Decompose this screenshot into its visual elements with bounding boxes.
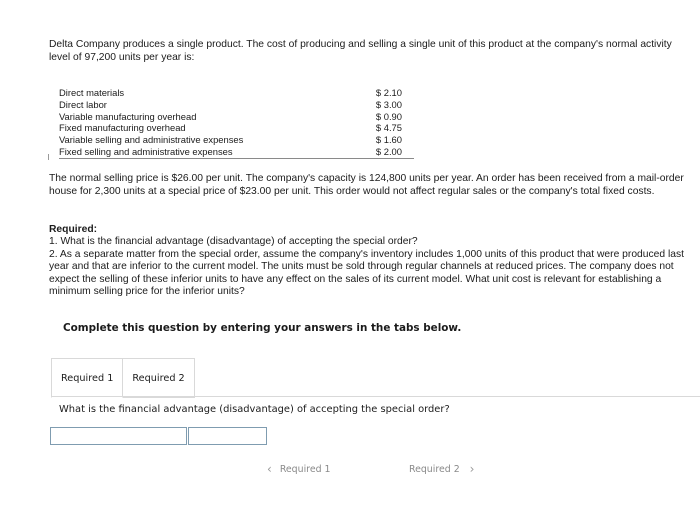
cost-value: $ 4.75 [375,122,402,134]
table-row [59,122,414,134]
answer-tabs [51,358,195,398]
answer-row [50,427,267,445]
tab-required-1[interactable]: Required 1 [51,358,123,398]
required-section [49,224,700,298]
tab-divider [51,396,700,397]
cost-label: Fixed selling and administrative expenses [59,146,359,158]
table-row [59,87,414,99]
tab-required-2[interactable]: Required 2 [123,358,194,398]
answer-label-field[interactable] [50,427,187,445]
required-question-1: 1. What is the financial advantage (disadvantage) of accepting the special order? [49,236,418,248]
cost-label: Variable selling and administrative expenses [59,134,244,146]
prev-tab-button[interactable] [267,462,330,476]
cost-value: $ 1.60 [375,134,402,146]
table-divider [48,154,49,160]
table-row [59,99,414,111]
cost-value: $ 0.90 [375,110,402,122]
chevron-right-icon: › [469,462,475,476]
table-row [59,134,414,146]
answer-amount-field[interactable] [188,427,267,445]
instruction-text: Complete this question by entering your answers in the tabs below. [63,322,462,334]
cost-label: Direct materials [59,87,125,98]
table-row [59,146,414,158]
chevron-left-icon: ‹ [267,462,272,476]
tab-question: What is the financial advantage (disadvantage) of accepting the special order? [59,404,450,415]
problem-paragraph: The normal selling price is $26.00 per unit. The company's capacity is 124,800 units per year. An order has been received from a mail-order house for 2,300 units at a special price of $23.00 per unit. This order would not affect regular sales or the company's total fixed costs. [49,173,684,197]
table-row [59,111,414,123]
prev-tab-label: Required 1 [279,463,331,475]
required-heading: Required: [49,224,98,235]
cost-label: Direct labor [59,98,107,110]
next-tab-label: Required 2 [409,463,460,475]
cost-table [59,87,414,159]
cost-value: $ 2.00 [359,146,414,158]
cost-value: $ 2.10 [375,87,402,98]
cost-value: $ 3.00 [375,98,402,110]
cost-label: Variable manufacturing overhead [59,110,197,122]
next-tab-button[interactable] [409,462,474,476]
required-question-2: 2. As a separate matter from the special order, assume the company's inventory includes 1,000 units of this product that were produced last year and that are inferior to the current model. The units must be sold through regular channels at reduced prices. The company does not expect the selling of these inferior units to have any effect on the sales of its current model. What unit cost is relevant for establishing a minimum selling price for the inferior units? [49,248,684,298]
problem-intro: Delta Company produces a single product. The cost of producing and selling a single unit of this product at the company's normal activity level of 97,200 units per year is: [49,39,672,63]
cost-label: Fixed manufacturing overhead [59,122,186,134]
